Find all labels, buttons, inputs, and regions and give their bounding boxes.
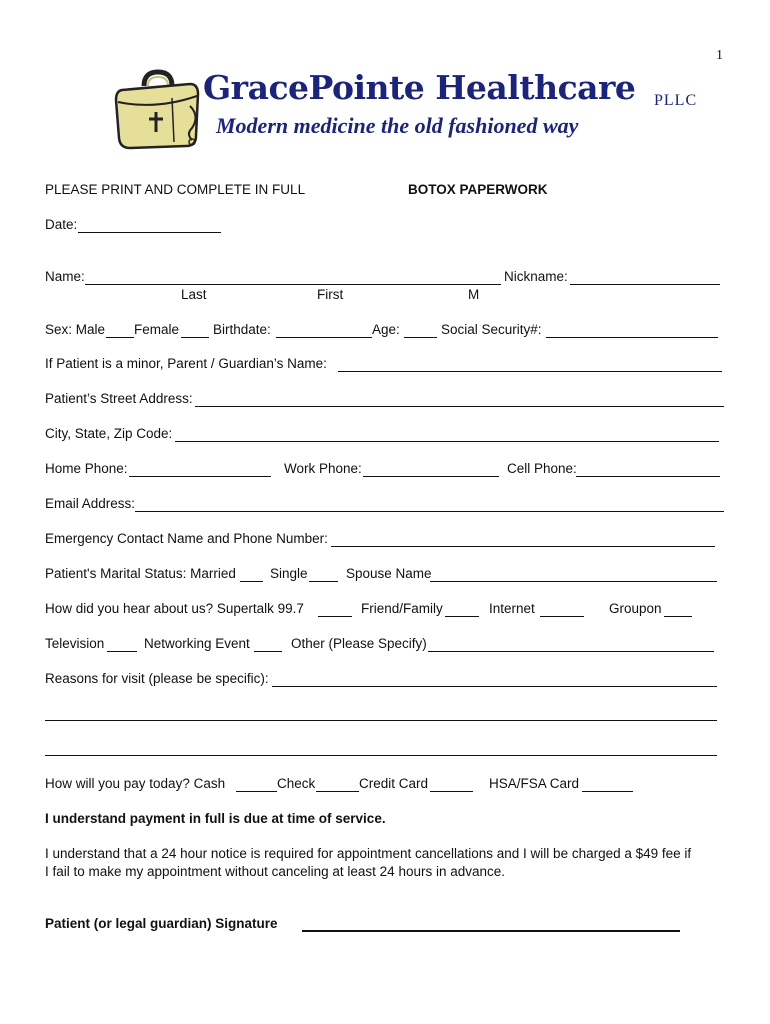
cell-phone-label: Cell Phone: xyxy=(507,461,577,476)
reasons-field[interactable] xyxy=(272,686,717,687)
name-field[interactable] xyxy=(85,284,501,285)
signature-label: Patient (or legal guardian) Signature xyxy=(45,916,278,931)
married-field[interactable] xyxy=(240,581,263,582)
date-label: Date: xyxy=(45,217,78,232)
street-field[interactable] xyxy=(195,406,724,407)
credit-field[interactable] xyxy=(430,791,473,792)
street-label: Patient’s Street Address: xyxy=(45,391,193,406)
signature-field[interactable] xyxy=(302,930,680,932)
hear-label: How did you hear about us? Supertalk 99.7 xyxy=(45,601,304,616)
friend-field[interactable] xyxy=(445,616,479,617)
cash-field[interactable] xyxy=(236,791,277,792)
networking-field[interactable] xyxy=(254,651,282,652)
internet-label: Internet xyxy=(489,601,535,616)
date-field[interactable] xyxy=(78,232,221,233)
cancellation-notice-line-1: I understand that a 24 hour notice is required for appointment cancellations and I will be charged a $49 fee if xyxy=(45,846,692,861)
email-label: Email Address: xyxy=(45,496,136,511)
work-phone-field[interactable] xyxy=(363,476,499,477)
reasons-line-2[interactable] xyxy=(45,720,717,721)
networking-label: Networking Event xyxy=(144,636,250,651)
guardian-field[interactable] xyxy=(338,371,722,372)
age-label: Age: xyxy=(372,322,400,337)
city-field[interactable] xyxy=(175,441,719,442)
name-last-hint: Last xyxy=(181,287,207,302)
sex-label: Sex: Male xyxy=(45,322,106,337)
other-label: Other (Please Specify) xyxy=(291,636,427,651)
cancellation-notice-line-2: I fail to make my appointment without canceling at least 24 hours in advance. xyxy=(45,864,506,879)
instructions: PLEASE PRINT AND COMPLETE IN FULL xyxy=(45,182,306,197)
form-title: BOTOX PAPERWORK xyxy=(408,182,548,197)
single-field[interactable] xyxy=(309,581,338,582)
emergency-label: Emergency Contact Name and Phone Number: xyxy=(45,531,328,546)
reasons-line-3[interactable] xyxy=(45,755,717,756)
payment-notice: I understand payment in full is due at time of service. xyxy=(45,811,386,826)
hsa-label: HSA/FSA Card xyxy=(489,776,580,791)
female-field[interactable] xyxy=(181,337,209,338)
check-field[interactable] xyxy=(316,791,359,792)
name-first-hint: First xyxy=(317,287,344,302)
credit-label: Credit Card xyxy=(359,776,429,791)
check-label: Check xyxy=(277,776,316,791)
guardian-label: If Patient is a minor, Parent / Guardian’s Name: xyxy=(45,356,327,371)
television-field[interactable] xyxy=(107,651,137,652)
emergency-field[interactable] xyxy=(331,546,715,547)
brand-name: GracePointe Healthcare xyxy=(203,68,636,107)
nickname-label: Nickname: xyxy=(504,269,568,284)
single-label: Single xyxy=(270,566,308,581)
name-label: Name: xyxy=(45,269,85,284)
spouse-label: Spouse Name xyxy=(346,566,432,581)
male-field[interactable] xyxy=(106,337,134,338)
city-label: City, State, Zip Code: xyxy=(45,426,173,441)
marital-label: Patient's Marital Status: Married xyxy=(45,566,236,581)
internet-field[interactable] xyxy=(540,616,584,617)
reasons-label: Reasons for visit (please be specific): xyxy=(45,671,269,686)
birthdate-label: Birthdate: xyxy=(213,322,271,337)
work-phone-label: Work Phone: xyxy=(284,461,362,476)
hsa-field[interactable] xyxy=(582,791,633,792)
friend-label: Friend/Family xyxy=(361,601,443,616)
pay-label: How will you pay today? Cash xyxy=(45,776,226,791)
age-field[interactable] xyxy=(404,337,437,338)
email-field[interactable] xyxy=(135,511,724,512)
tagline: Modern medicine the old fashioned way xyxy=(216,113,579,138)
groupon-field[interactable] xyxy=(664,616,692,617)
doctor-bag-icon xyxy=(112,66,202,152)
ssn-field[interactable] xyxy=(546,337,718,338)
nickname-field[interactable] xyxy=(570,284,720,285)
name-middle-hint: M xyxy=(468,287,480,302)
cell-phone-field[interactable] xyxy=(576,476,720,477)
brand-suffix: PLLC xyxy=(654,92,698,109)
ssn-label: Social Security#: xyxy=(441,322,542,337)
female-label: Female xyxy=(134,322,180,337)
birthdate-field[interactable] xyxy=(276,337,372,338)
supertalk-field[interactable] xyxy=(318,616,352,617)
home-phone-field[interactable] xyxy=(129,476,271,477)
page-number: 1 xyxy=(716,48,723,63)
other-field[interactable] xyxy=(428,651,714,652)
groupon-label: Groupon xyxy=(609,601,662,616)
television-label: Television xyxy=(45,636,105,651)
home-phone-label: Home Phone: xyxy=(45,461,128,476)
spouse-field[interactable] xyxy=(430,581,717,582)
